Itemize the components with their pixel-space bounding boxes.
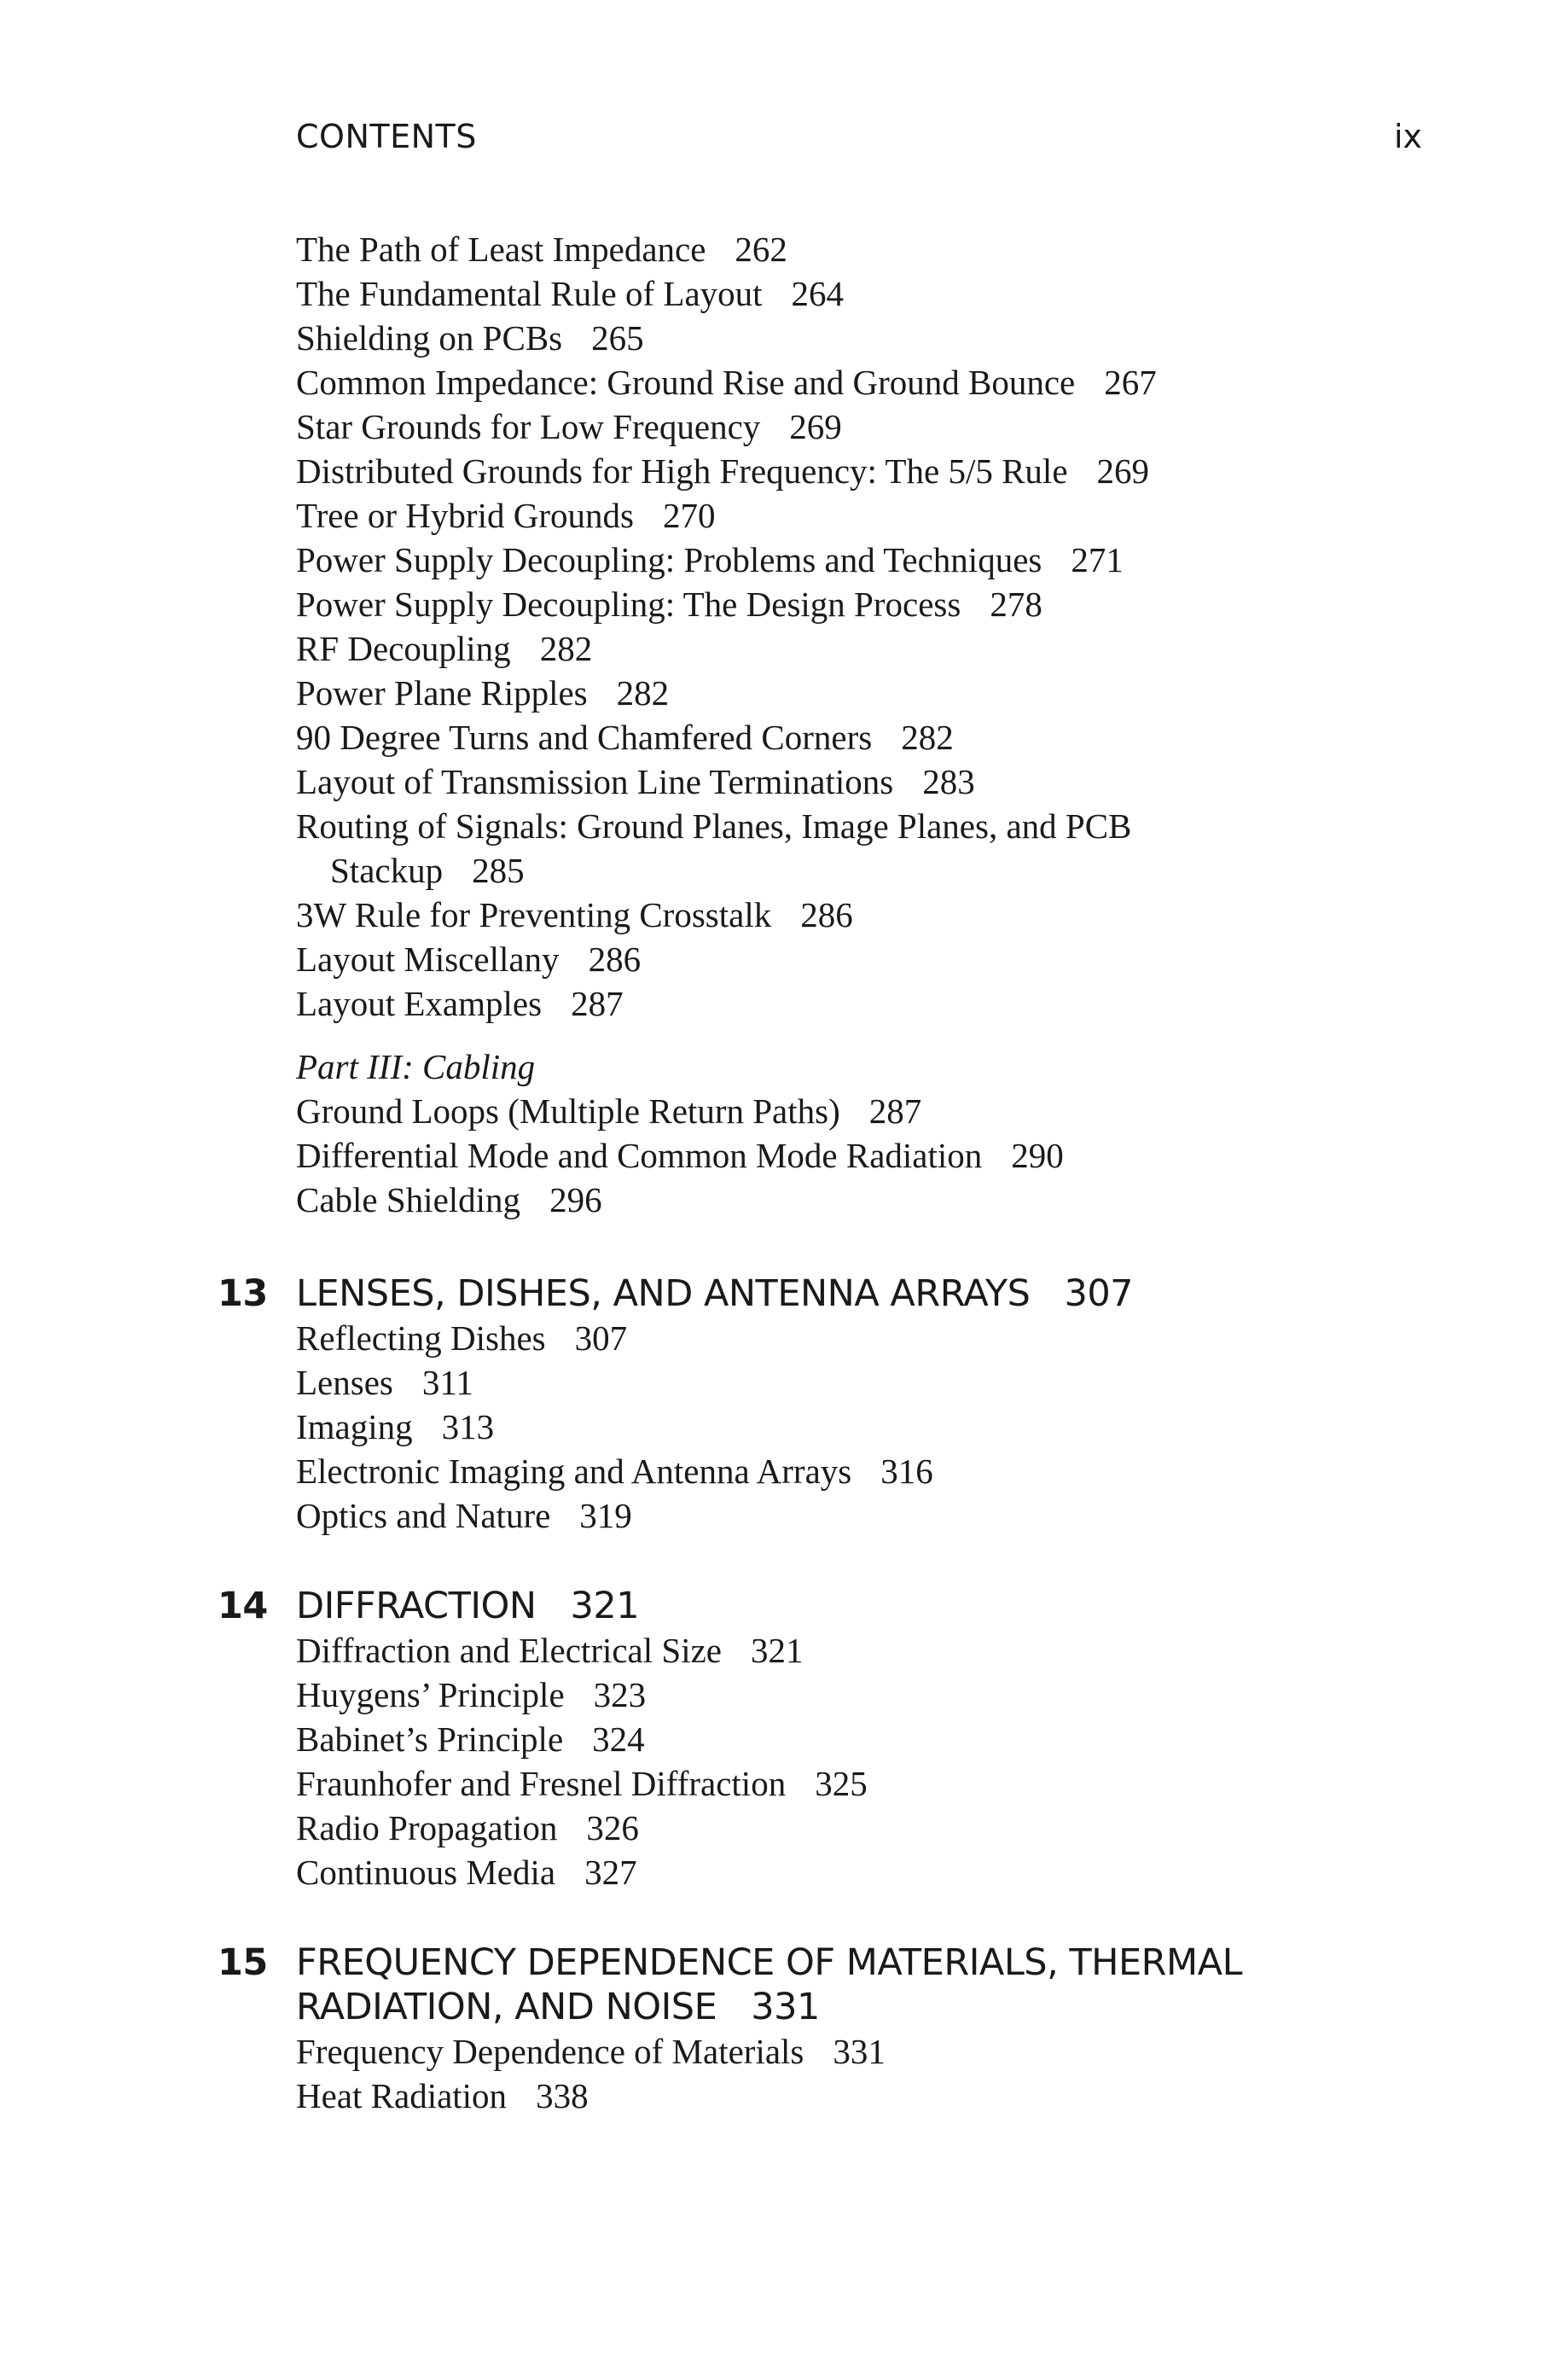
entry-title: Huygens’ Principle bbox=[296, 1675, 565, 1714]
toc-entry bbox=[296, 449, 1371, 493]
page-header bbox=[296, 118, 1422, 160]
chapter-title-text: DIFFRACTION bbox=[296, 1585, 537, 1627]
entry-page: 264 bbox=[791, 274, 845, 313]
entry-title: Tree or Hybrid Grounds bbox=[296, 496, 634, 535]
toc-entry bbox=[296, 493, 1371, 538]
page-number: ix bbox=[1393, 118, 1422, 155]
entry-title: Radio Propagation bbox=[296, 1808, 558, 1847]
chapter-number: 15 bbox=[218, 1941, 268, 1984]
toc-entry bbox=[296, 671, 1371, 715]
entry-page: 269 bbox=[1096, 451, 1150, 491]
entry-title: Distributed Grounds for High Frequency: The 5/5 Rule bbox=[296, 451, 1068, 491]
entry-page: 282 bbox=[901, 718, 954, 757]
chapter-heading bbox=[218, 1271, 1371, 1316]
entry-title: 3W Rule for Preventing Crosstalk bbox=[296, 895, 772, 934]
toc-entry bbox=[296, 1178, 1371, 1222]
entry-page: 324 bbox=[592, 1719, 645, 1759]
entry-page: 316 bbox=[880, 1452, 933, 1491]
toc-entry bbox=[296, 937, 1371, 981]
toc-entry bbox=[296, 893, 1371, 937]
entry-title: Power Supply Decoupling: The Design Process bbox=[296, 585, 961, 624]
toc-entry bbox=[296, 538, 1371, 582]
entry-page: 311 bbox=[421, 1363, 473, 1402]
entry-page: 282 bbox=[539, 629, 593, 668]
toc-entry bbox=[296, 804, 1371, 893]
toc-entry bbox=[296, 1449, 1371, 1493]
entry-page: 296 bbox=[549, 1180, 602, 1219]
toc-entry bbox=[296, 2029, 1371, 2074]
entry-title-cont-text: Stackup bbox=[330, 851, 444, 890]
entry-page: 282 bbox=[616, 673, 670, 713]
entry-title: Power Plane Ripples bbox=[296, 673, 588, 713]
toc-entry bbox=[296, 1806, 1371, 1850]
chapter-number: 14 bbox=[218, 1585, 268, 1627]
entry-page: 307 bbox=[574, 1318, 628, 1358]
entry-title: Fraunhofer and Fresnel Diffraction bbox=[296, 1764, 787, 1803]
toc-entry bbox=[296, 1850, 1371, 1894]
entry-page: 286 bbox=[588, 940, 642, 979]
entry-page: 323 bbox=[593, 1675, 647, 1714]
entry-title: Differential Mode and Common Mode Radiation bbox=[296, 1136, 983, 1175]
entry-page: 287 bbox=[571, 984, 624, 1023]
entry-title: 90 Degree Turns and Chamfered Corners bbox=[296, 718, 873, 757]
chapter-page: 321 bbox=[570, 1585, 640, 1627]
toc-entry bbox=[296, 715, 1371, 759]
toc-entry bbox=[296, 1316, 1371, 1360]
entry-title: Continuous Media bbox=[296, 1853, 556, 1892]
toc-entry bbox=[296, 1360, 1371, 1405]
entry-page: 326 bbox=[586, 1808, 639, 1847]
chapter-title bbox=[296, 1585, 639, 1627]
chapter-page: 307 bbox=[1064, 1272, 1134, 1315]
entry-title: Cable Shielding bbox=[296, 1180, 521, 1219]
entry-title: The Fundamental Rule of Layout bbox=[296, 274, 763, 313]
entry-title: Star Grounds for Low Frequency bbox=[296, 407, 761, 446]
chapter-title-text: LENSES, DISHES, AND ANTENNA ARRAYS bbox=[296, 1272, 1031, 1315]
toc-entry bbox=[296, 316, 1371, 360]
chapter-heading bbox=[218, 1940, 1371, 2029]
toc-entry bbox=[296, 404, 1371, 449]
entry-title: Ground Loops (Multiple Return Paths) bbox=[296, 1091, 840, 1131]
toc-entry bbox=[296, 1628, 1371, 1673]
toc-entry bbox=[296, 582, 1371, 626]
toc-entry bbox=[296, 271, 1371, 316]
toc-entry bbox=[296, 1717, 1371, 1761]
entry-page: 290 bbox=[1011, 1136, 1064, 1175]
entry-page: 271 bbox=[1071, 540, 1124, 579]
entry-title: Babinet’s Principle bbox=[296, 1719, 564, 1759]
entry-title: Layout Examples bbox=[296, 984, 543, 1023]
entry-page: 319 bbox=[579, 1496, 632, 1535]
entry-title: Reflecting Dishes bbox=[296, 1318, 546, 1358]
toc-entry bbox=[296, 2074, 1371, 2118]
entry-title: Heat Radiation bbox=[296, 2076, 508, 2115]
chapter-heading bbox=[218, 1584, 1371, 1628]
entry-title: Common Impedance: Ground Rise and Ground Bounce bbox=[296, 363, 1076, 402]
entry-page: 313 bbox=[441, 1407, 495, 1446]
entry-page: 267 bbox=[1104, 363, 1157, 402]
entry-title: Lenses bbox=[296, 1363, 393, 1402]
entry-title: RF Decoupling bbox=[296, 629, 511, 668]
entry-title: Shielding on PCBs bbox=[296, 318, 563, 358]
toc-entry bbox=[296, 360, 1371, 404]
entry-page: 321 bbox=[751, 1631, 804, 1670]
entry-title: Layout of Transmission Line Terminations bbox=[296, 762, 894, 801]
entry-title: Layout Miscellany bbox=[296, 940, 560, 979]
toc-entry bbox=[296, 981, 1371, 1026]
entry-page: 286 bbox=[800, 895, 853, 934]
toc-entry bbox=[296, 759, 1371, 804]
entry-page: 283 bbox=[922, 762, 975, 801]
entry-page: 287 bbox=[868, 1091, 922, 1131]
entry-title: Routing of Signals: Ground Planes, Image Planes, and PCB bbox=[296, 806, 1132, 846]
chapter-page: 331 bbox=[751, 1986, 820, 2028]
toc-entry bbox=[296, 1673, 1371, 1717]
entry-title: Optics and Nature bbox=[296, 1496, 551, 1535]
chapter-title bbox=[296, 1941, 1371, 2029]
entry-page: 325 bbox=[815, 1764, 868, 1803]
toc-entry bbox=[296, 227, 1371, 271]
toc-entry bbox=[296, 1493, 1371, 1538]
entry-title: Frequency Dependence of Materials bbox=[296, 2032, 804, 2071]
chapter-13 bbox=[218, 1271, 1371, 1538]
chapter-14 bbox=[218, 1584, 1371, 1894]
toc-entry bbox=[296, 1761, 1371, 1806]
entry-title: Electronic Imaging and Antenna Arrays bbox=[296, 1452, 852, 1491]
chapter-15 bbox=[218, 1940, 1371, 2118]
entry-page: 265 bbox=[591, 318, 644, 358]
chapter-title-cont-text: RADIATION, AND NOISE bbox=[296, 1986, 717, 2028]
part-heading: Part III: Cabling bbox=[296, 1047, 536, 1086]
entry-page: 278 bbox=[990, 585, 1042, 624]
toc-entry bbox=[296, 1405, 1371, 1449]
chapter-title bbox=[296, 1272, 1133, 1315]
entry-page: 285 bbox=[472, 851, 525, 890]
table-of-contents bbox=[218, 227, 1371, 2118]
toc-entry bbox=[296, 1089, 1371, 1133]
entry-page: 327 bbox=[584, 1853, 637, 1892]
entry-title: Power Supply Decoupling: Problems and Techniques bbox=[296, 540, 1042, 579]
entry-page: 269 bbox=[789, 407, 842, 446]
entry-title: The Path of Least Impedance bbox=[296, 230, 706, 269]
chapter-number: 13 bbox=[218, 1272, 268, 1315]
toc-entry bbox=[296, 1133, 1371, 1178]
entry-page: 262 bbox=[735, 230, 787, 269]
entry-title-continued bbox=[296, 848, 1371, 893]
chapter-title-continued bbox=[296, 1985, 1371, 2029]
running-title: CONTENTS bbox=[296, 118, 477, 155]
entry-page: 331 bbox=[833, 2032, 886, 2071]
entry-page: 338 bbox=[536, 2076, 589, 2115]
chapter-title-text: FREQUENCY DEPENDENCE OF MATERIALS, THERMAL bbox=[296, 1941, 1243, 1984]
entry-page: 270 bbox=[662, 496, 716, 535]
entry-title: Imaging bbox=[296, 1407, 413, 1446]
entry-title: Diffraction and Electrical Size bbox=[296, 1631, 722, 1670]
toc-entry bbox=[296, 626, 1371, 671]
